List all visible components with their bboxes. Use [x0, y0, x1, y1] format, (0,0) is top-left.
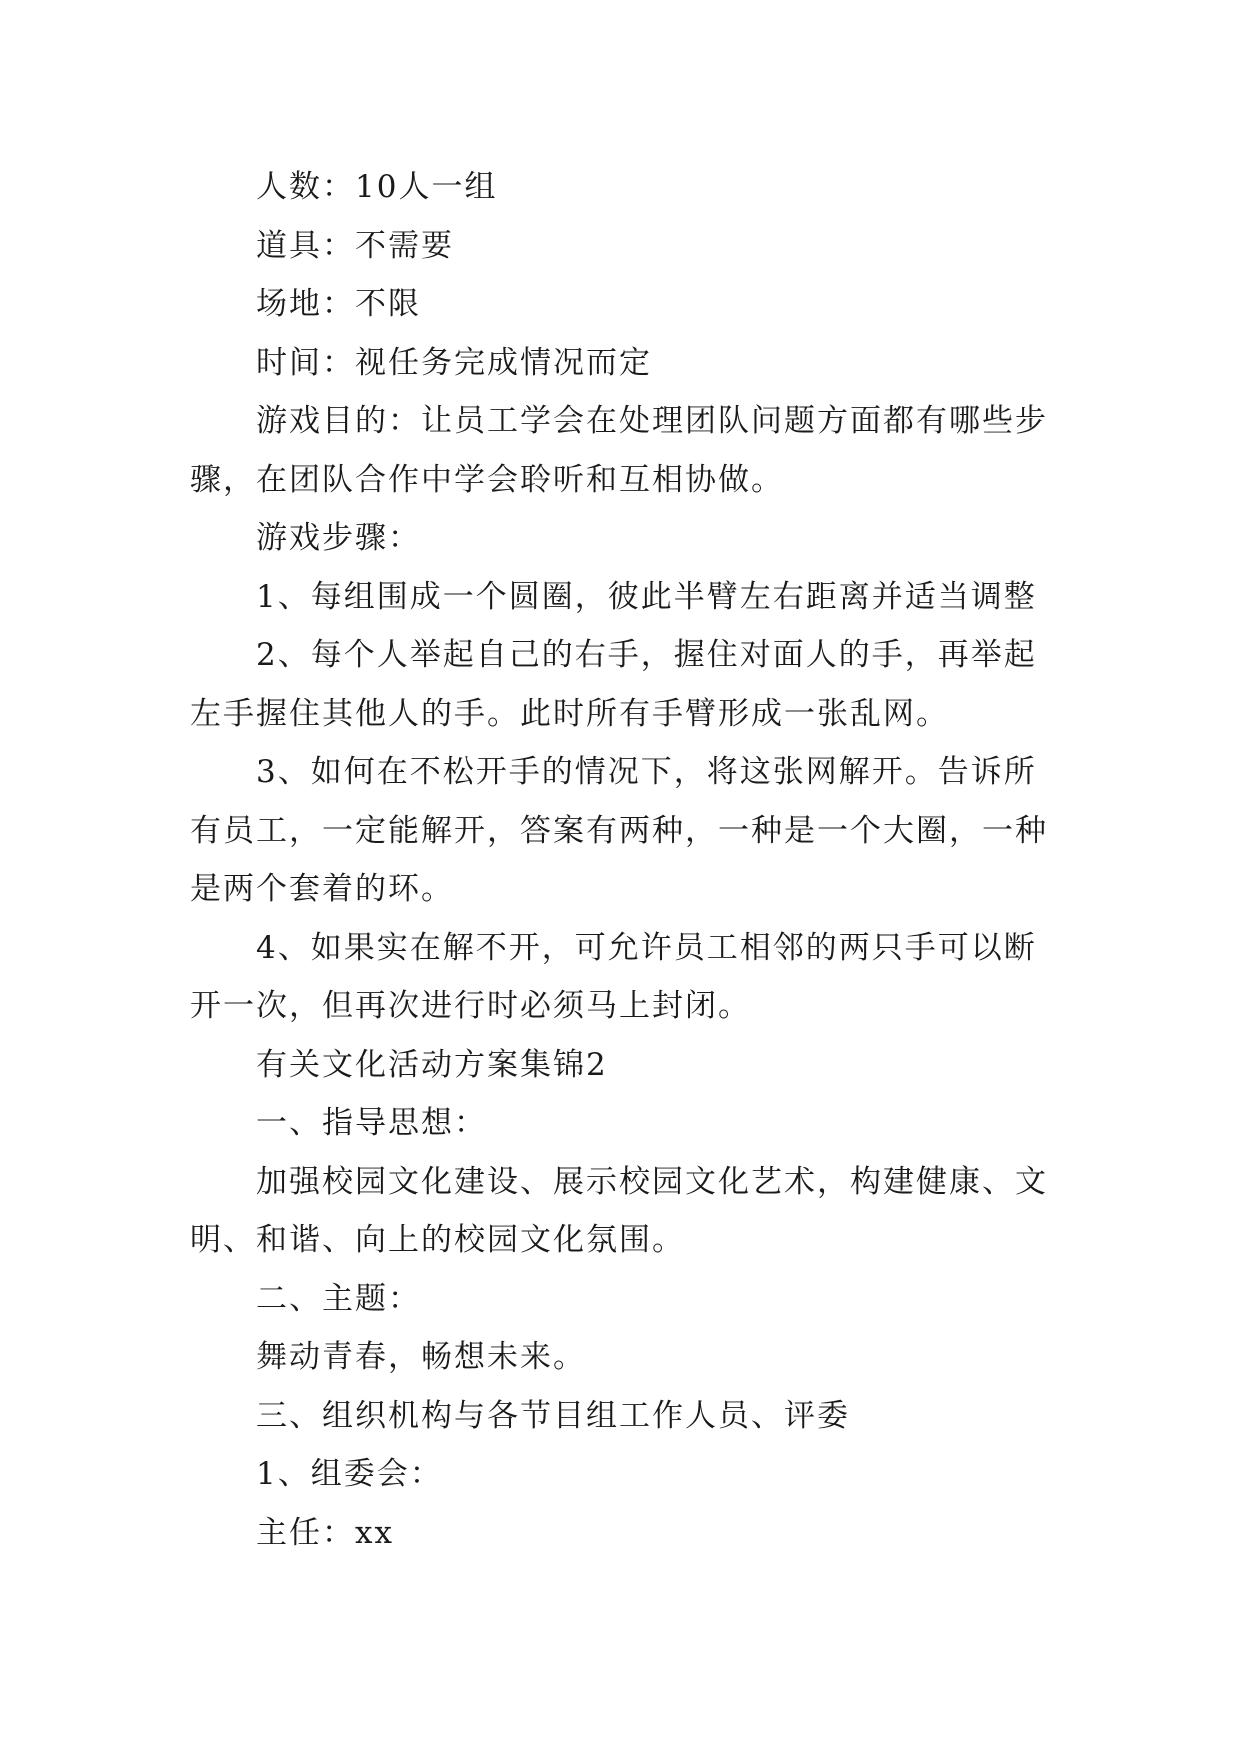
text-line: 时间：视任务完成情况而定 — [256, 344, 652, 381]
text-line: 2、每个人举起自己的右手，握住对面人的手，再举起 — [256, 637, 1037, 673]
text-line: 二、主题： — [256, 1280, 421, 1317]
section-heading: 有关文化活动方案集锦2 — [256, 1046, 608, 1083]
text-line: 主任：xx — [256, 1514, 394, 1551]
text-line: 一、指导思想： — [256, 1105, 487, 1141]
text-line: 3、如何在不松开手的情况下，将这张网解开。告诉所 — [256, 754, 1037, 790]
text-line: 1、每组围成一个圆圈，彼此半臂左右距离并适当调整 — [256, 578, 1037, 615]
text-line: 骤，在团队合作中学会聆听和互相协做。 — [190, 461, 784, 498]
text-line: 道具：不需要 — [256, 227, 454, 264]
text-line: 游戏步骤： — [256, 520, 421, 556]
text-line: 加强校园文化建设、展示校园文化艺术，构建健康、文 — [256, 1163, 1048, 1200]
text-line: 三、组织机构与各节目组工作人员、评委 — [256, 1397, 850, 1434]
text-line: 人数：10人一组 — [256, 169, 498, 205]
text-line: 场地：不限 — [256, 286, 421, 322]
text-line: 明、和谐、向上的校园文化氛围。 — [190, 1222, 685, 1258]
text-line: 左手握住其他人的手。此时所有手臂形成一张乱网。 — [190, 695, 949, 732]
text-line: 有员工，一定能解开，答案有两种，一种是一个大圈，一种 — [190, 812, 1048, 849]
text-line: 是两个套着的环。 — [190, 871, 454, 907]
text-line: 舞动青春，畅想未来。 — [256, 1339, 586, 1375]
text-line: 游戏目的：让员工学会在处理团队问题方面都有哪些步 — [256, 403, 1048, 439]
text-line: 4、如果实在解不开，可允许员工相邻的两只手可以断 — [256, 929, 1037, 966]
text-line: 1、组委会： — [256, 1456, 443, 1492]
document-body — [190, 158, 1050, 1562]
text-line: 开一次，但再次进行时必须马上封闭。 — [190, 988, 751, 1024]
